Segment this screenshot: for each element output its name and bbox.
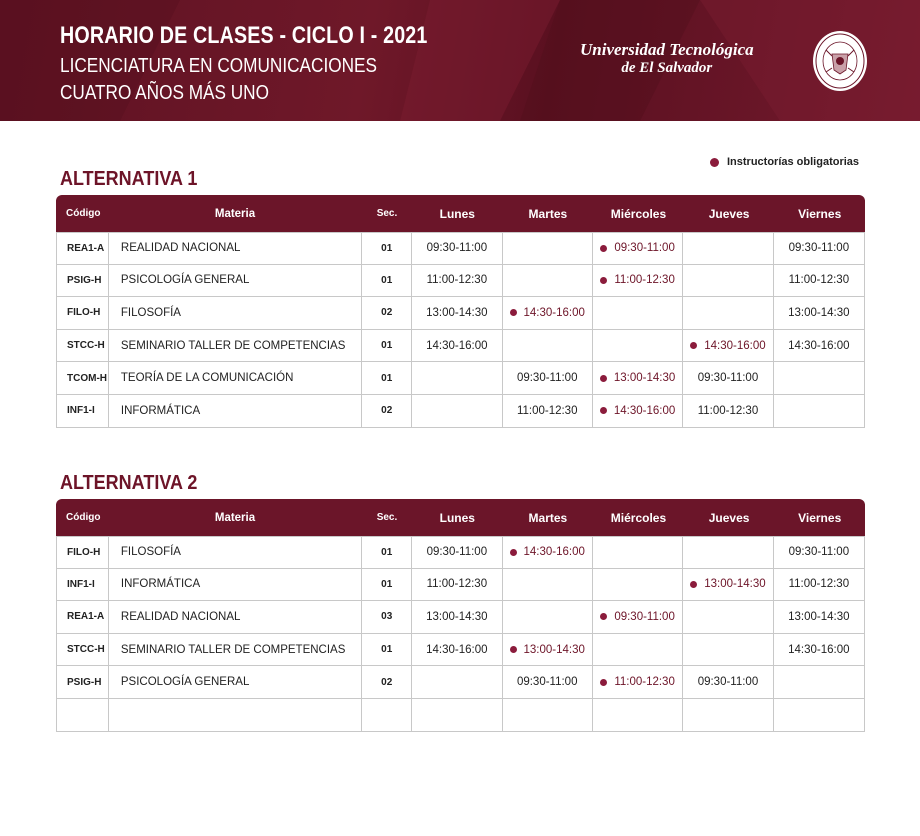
column-header: Martes: [528, 206, 568, 221]
schedule-cell: 09:30-11:00: [503, 666, 593, 698]
course-name-cell: PSICOLOGÍA GENERAL: [109, 265, 362, 297]
column-header: Lunes: [439, 206, 475, 221]
schedule-cell: 09:30-11:00: [503, 362, 593, 394]
schedule-cell: 13:00-14:30: [788, 306, 850, 319]
section-cell: 02: [362, 666, 412, 698]
schedule-cell: 09:30-11:00: [788, 546, 850, 559]
page-header: [0, 0, 920, 121]
column-header: Materia: [214, 511, 256, 524]
program-plan: CUATRO AÑOS MÁS UNO: [60, 82, 269, 104]
schedule-cell: 13:00-14:30: [788, 610, 850, 623]
course-name-cell: SEMINARIO TALLER DE COMPETENCIAS: [109, 330, 362, 362]
section-cell: 01: [362, 634, 412, 666]
table-row: [57, 699, 864, 732]
table-row: [57, 666, 864, 699]
section-cell: 01: [362, 569, 412, 601]
column-header: Viernes: [798, 206, 842, 221]
section-cell: [362, 699, 412, 731]
table-row: [57, 569, 864, 602]
section-cell: 01: [362, 233, 412, 264]
section-cell: 02: [362, 395, 412, 427]
course-code-cell: STCC-H: [57, 634, 109, 666]
schedule-table-alternative-2: [56, 499, 865, 732]
schedule-cell: [683, 634, 773, 666]
course-code-cell: INF1-I: [57, 395, 109, 427]
column-header: Miércoles: [610, 510, 667, 525]
schedule-cell: [503, 569, 593, 601]
table-header: [56, 499, 865, 536]
schedule-cell: [593, 569, 683, 601]
schedule-cell: [593, 537, 683, 568]
schedule-cell: [774, 362, 864, 394]
schedule-cell: [412, 395, 502, 427]
required-instruction-cell: 14:30-16:00: [503, 537, 593, 568]
legend: [710, 156, 859, 168]
schedule-cell: [503, 265, 593, 297]
course-code-cell: FILO-H: [57, 537, 109, 568]
schedule-cell: [774, 699, 864, 731]
schedule-cell: [412, 362, 502, 394]
schedule-cell: [774, 395, 864, 427]
required-instruction-cell: 13:00-14:30: [593, 362, 683, 394]
course-name-cell: PSICOLOGÍA GENERAL: [109, 666, 362, 698]
page-title: HORARIO DE CLASES - CICLO I - 2021: [60, 22, 428, 49]
schedule-cell: 09:30-11:00: [788, 242, 850, 255]
course-name-cell: SEMINARIO TALLER DE COMPETENCIAS: [109, 634, 362, 666]
schedule-cell: [593, 634, 683, 666]
logo-line-2: de El Salvador: [621, 60, 713, 76]
schedule-cell: 11:00-12:30: [788, 274, 850, 287]
required-instruction-cell: 14:30-16:00: [503, 297, 593, 329]
schedule-cell: [683, 699, 773, 731]
schedule-cell: 11:00-12:30: [412, 569, 502, 601]
column-header: Código: [66, 208, 101, 219]
table-row: [57, 395, 864, 428]
schedule-cell: [683, 601, 773, 633]
column-header: Lunes: [439, 510, 475, 525]
schedule-cell: [503, 601, 593, 633]
column-header: Viernes: [798, 510, 842, 525]
schedule-cell: 11:00-12:30: [788, 578, 850, 591]
schedule-cell: [683, 233, 773, 264]
course-name-cell: REALIDAD NACIONAL: [109, 233, 362, 264]
schedule-cell: [593, 699, 683, 731]
course-code-cell: PSIG-H: [57, 666, 109, 698]
schedule-cell: [683, 265, 773, 297]
schedule-cell: 11:00-12:30: [503, 395, 593, 427]
table-body: [56, 536, 865, 732]
column-header: Martes: [528, 510, 568, 525]
required-instruction-cell: 09:30-11:00: [593, 601, 683, 633]
schedule-cell: 13:00-14:30: [412, 297, 502, 329]
section-cell: 03: [362, 601, 412, 633]
required-instruction-cell: 14:30-16:00: [593, 395, 683, 427]
course-code-cell: PSIG-H: [57, 265, 109, 297]
section-cell: 01: [362, 330, 412, 362]
schedule-cell: 14:30-16:00: [412, 330, 502, 362]
course-code-cell: REA1-A: [57, 601, 109, 633]
schedule-cell: [412, 699, 502, 731]
schedule-cell: 09:30-11:00: [412, 233, 502, 264]
legend-label: Instructorías obligatorias: [727, 156, 860, 168]
schedule-cell: [503, 233, 593, 264]
course-code-cell: STCC-H: [57, 330, 109, 362]
table-header: [56, 195, 865, 232]
table-row: [57, 634, 864, 667]
table-row: [57, 265, 864, 298]
schedule-cell: 14:30-16:00: [788, 339, 850, 352]
required-instruction-cell: 11:00-12:30: [593, 265, 683, 297]
course-code-cell: REA1-A: [57, 233, 109, 264]
schedule-cell: 09:30-11:00: [683, 666, 773, 698]
required-dot-icon: [710, 158, 719, 167]
course-code-cell: TCOM-H: [57, 362, 109, 394]
course-name-cell: INFORMÁTICA: [109, 395, 362, 427]
university-logo: [580, 40, 754, 77]
schedule-cell: 13:00-14:30: [412, 601, 502, 633]
alternative-2-title: ALTERNATIVA 2: [60, 472, 198, 494]
course-code-cell: [57, 699, 109, 731]
required-instruction-cell: 09:30-11:00: [593, 233, 683, 264]
schedule-cell: [503, 330, 593, 362]
header-text-block: [60, 22, 508, 105]
course-name-cell: [109, 699, 362, 731]
schedule-cell: 14:30-16:00: [788, 643, 850, 656]
table-row: [57, 297, 864, 330]
schedule-table-alternative-1: [56, 195, 865, 428]
required-instruction-cell: 13:00-14:30: [683, 569, 773, 601]
column-header: Miércoles: [610, 206, 667, 221]
column-header: Jueves: [708, 510, 750, 525]
course-name-cell: FILOSOFÍA: [109, 297, 362, 329]
column-header: Sec.: [376, 208, 398, 219]
schedule-cell: [683, 297, 773, 329]
university-seal-icon: [812, 30, 868, 92]
table-row: [57, 536, 864, 569]
section-cell: 01: [362, 265, 412, 297]
required-instruction-cell: 11:00-12:30: [593, 666, 683, 698]
required-instruction-cell: 13:00-14:30: [503, 634, 593, 666]
schedule-cell: 11:00-12:30: [412, 265, 502, 297]
course-code-cell: FILO-H: [57, 297, 109, 329]
column-header: Materia: [214, 207, 256, 220]
course-name-cell: FILOSOFÍA: [109, 537, 362, 568]
schedule-cell: 14:30-16:00: [412, 634, 502, 666]
column-header: Sec.: [376, 512, 398, 523]
column-header: Código: [66, 512, 101, 523]
section-cell: 01: [362, 362, 412, 394]
schedule-cell: 09:30-11:00: [683, 362, 773, 394]
schedule-cell: 11:00-12:30: [683, 395, 773, 427]
course-name-cell: REALIDAD NACIONAL: [109, 601, 362, 633]
program-name: LICENCIATURA EN COMUNICACIONES: [60, 55, 377, 77]
schedule-cell: [683, 537, 773, 568]
table-row: [57, 601, 864, 634]
required-instruction-cell: 14:30-16:00: [683, 330, 773, 362]
table-row: [57, 330, 864, 363]
table-row: [57, 362, 864, 395]
section-cell: 02: [362, 297, 412, 329]
section-cell: 01: [362, 537, 412, 568]
schedule-cell: [774, 666, 864, 698]
column-header: Jueves: [708, 206, 750, 221]
schedule-cell: [412, 666, 502, 698]
logo-line-1: Universidad Tecnológica: [580, 40, 754, 59]
table-row: [57, 232, 864, 265]
course-name-cell: TEORÍA DE LA COMUNICACIÓN: [109, 362, 362, 394]
schedule-cell: 09:30-11:00: [412, 537, 502, 568]
course-name-cell: INFORMÁTICA: [109, 569, 362, 601]
schedule-cell: [503, 699, 593, 731]
alternative-1-title: ALTERNATIVA 1: [60, 168, 198, 190]
schedule-cell: [593, 297, 683, 329]
table-body: [56, 232, 865, 428]
schedule-cell: [593, 330, 683, 362]
course-code-cell: INF1-I: [57, 569, 109, 601]
